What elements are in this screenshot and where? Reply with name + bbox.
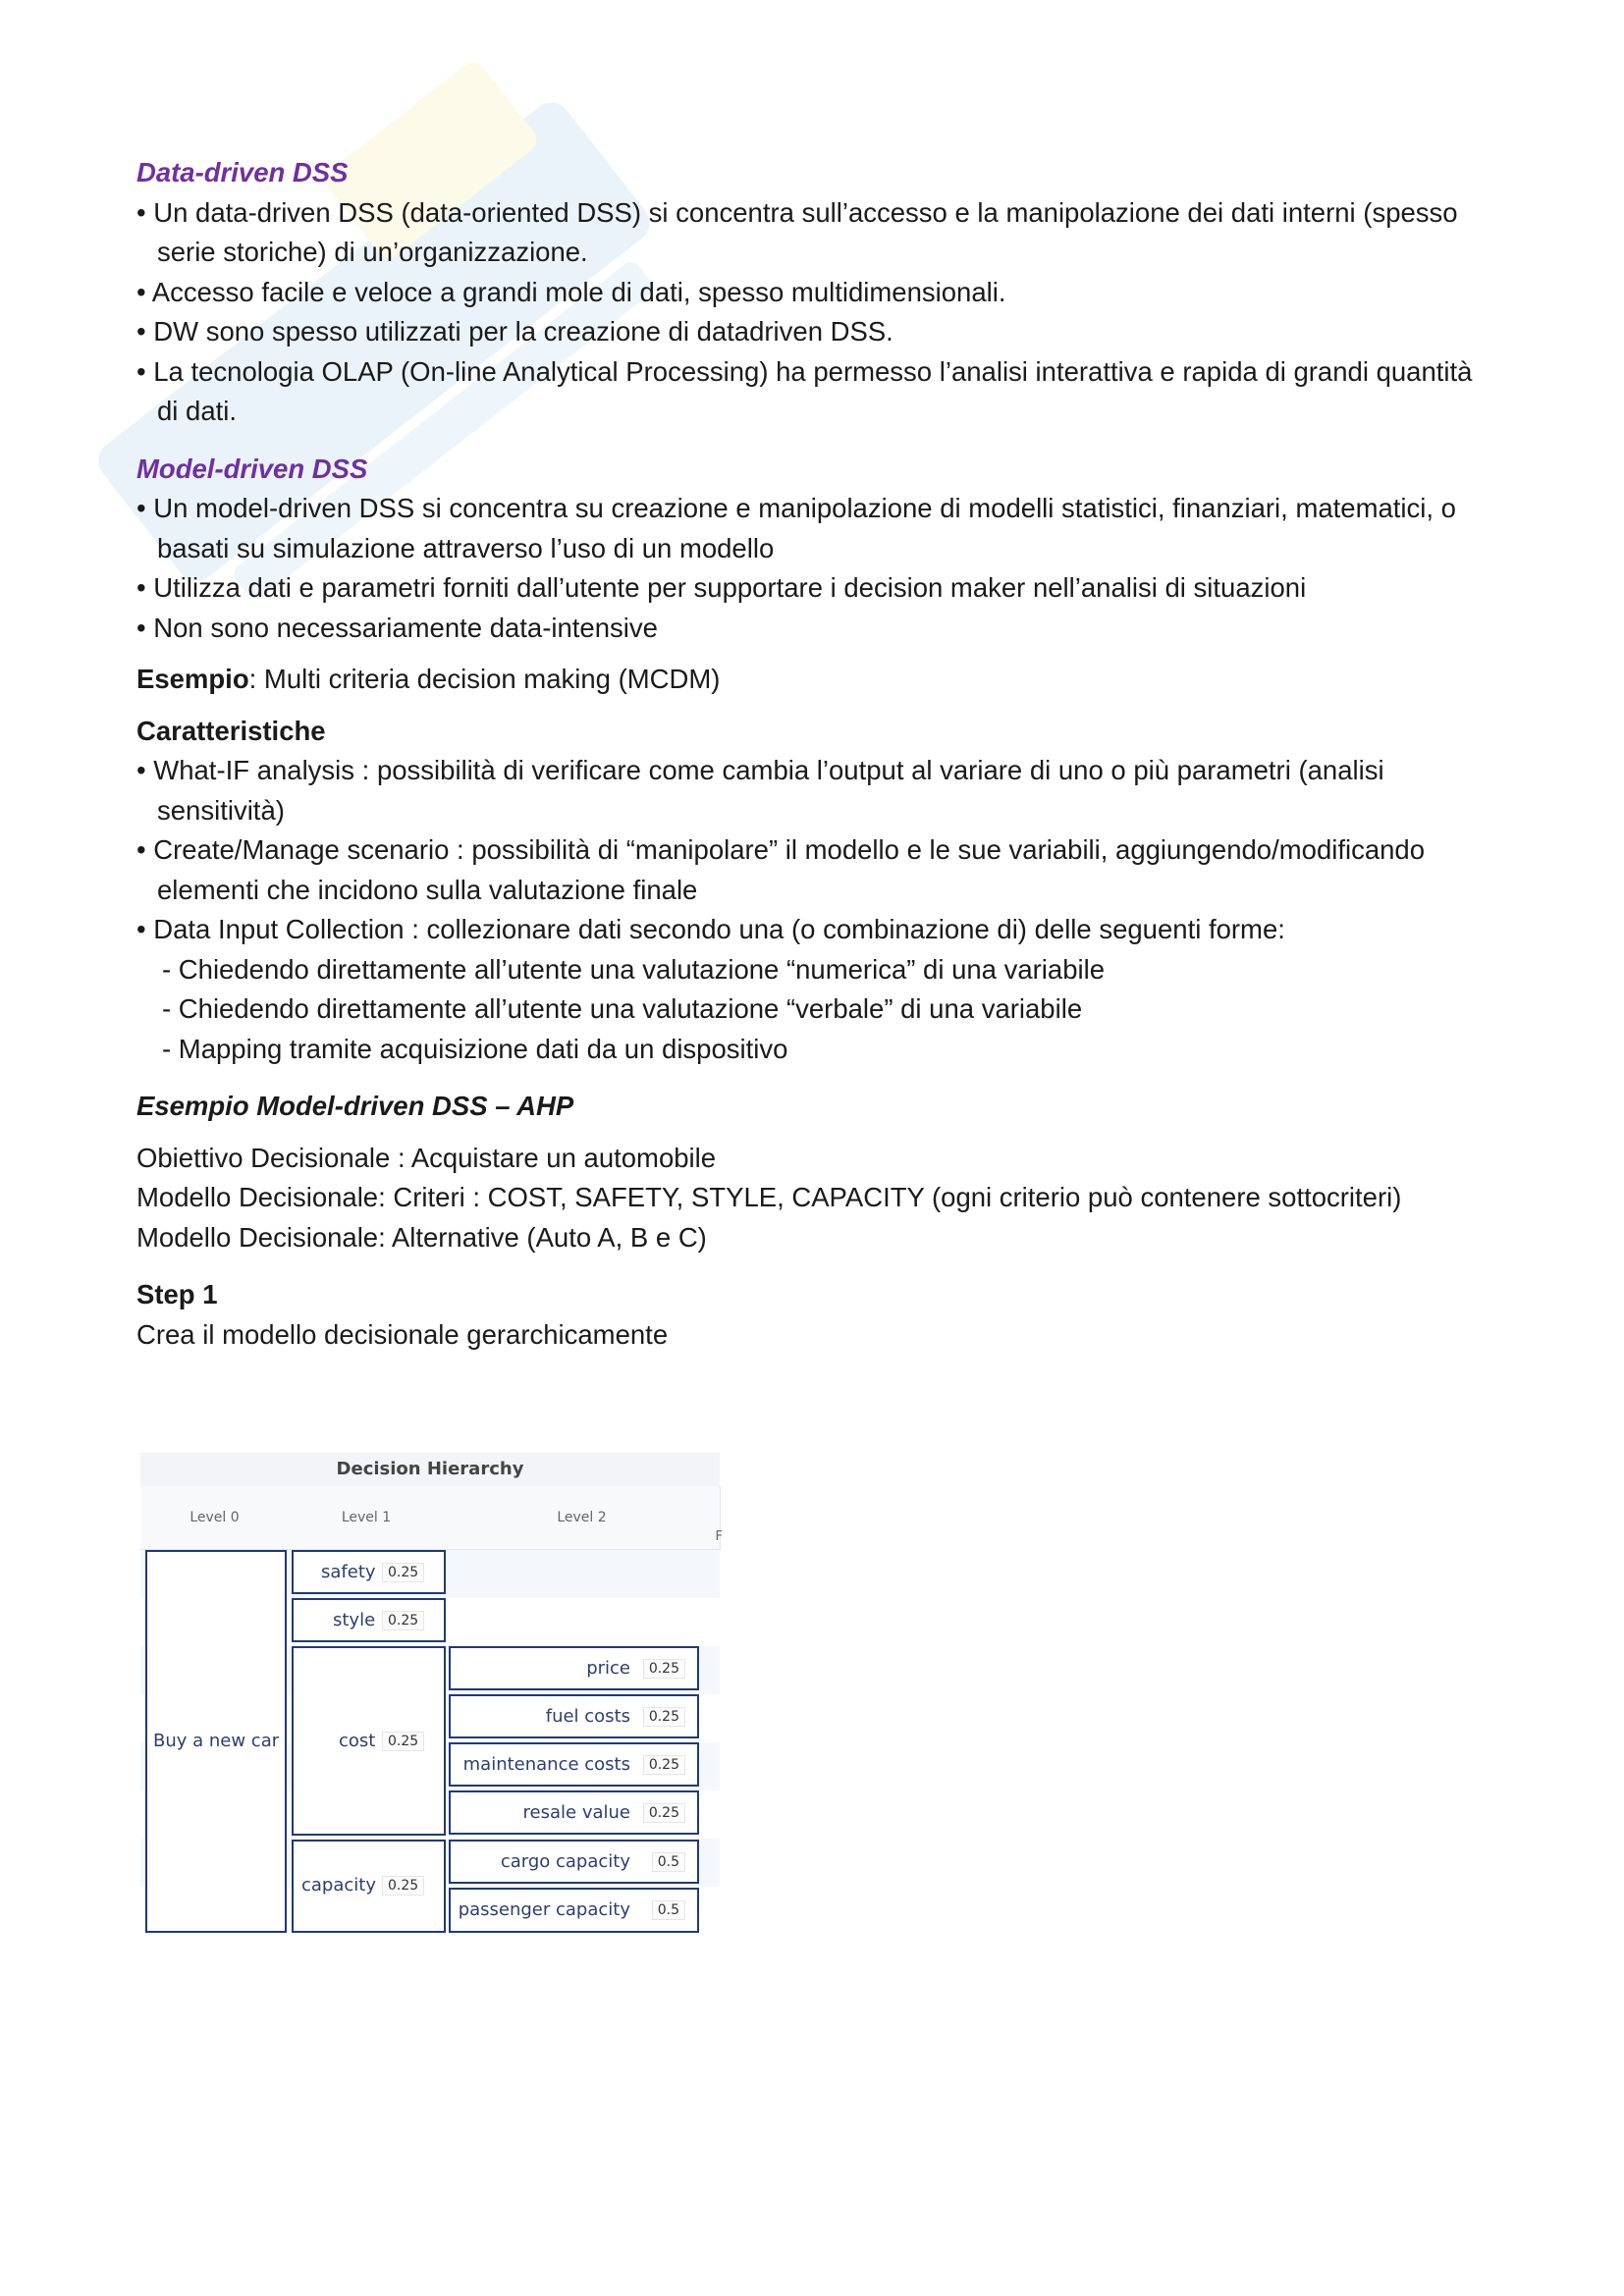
bullet-line: • La tecnologia OLAP (On-line Analytical Processing) ha permesso l’analisi interattiva e rapida di grandi quantità [136,355,1473,387]
section-title-model-driven: Model-driven DSS [136,453,368,484]
subcriterion-weight: 0.25 [643,1707,685,1727]
subcriterion-weight: 0.5 [652,1852,685,1872]
feature-subitem: - Chiedendo direttamente all’utente una valutazione “verbale” di una variabile [162,993,1083,1024]
bullet-line-continuation: di dati. [157,396,238,426]
ahp-line: Modello Decisionale: Criteri : COST, SAFETY, STYLE, CAPACITY (ogni criterio può contenere sottocriteri) [136,1182,1402,1212]
subcriterion-label: passenger capacity [458,1899,630,1920]
subcriterion-label: maintenance costs [462,1754,630,1775]
criterion-weight: 0.25 [382,1732,424,1751]
goal-label: Buy a new car [153,1731,280,1751]
feature-line: • Data Input Collection : collezionare dati secondo una (o combinazione di) delle seguenti forme: [136,914,1285,944]
column-header-level-2: Level 2 [444,1486,721,1550]
bullet-line-continuation: basati su simulazione attraverso l’uso di un modello [157,532,775,563]
subcriterion-label: fuel costs [545,1706,630,1727]
criterion-node-style[interactable] [292,1598,446,1642]
bullet-line: • Un model-driven DSS si concentra su creazione e manipolazione di modelli statistici, finanziari, matematici, o [136,493,1456,523]
criterion-node-safety[interactable] [292,1550,446,1594]
example-text: : Multi criteria decision making (MCDM) [248,664,721,694]
column-header-level-1: Level 1 [289,1486,445,1550]
section-title-features: Caratteristiche [136,715,326,746]
subcriterion-label: price [586,1658,630,1679]
column-header-level-0: Level 0 [140,1486,290,1550]
feature-line: • Create/Manage scenario : possibilità di “manipolare” il modello e le sue variabili, aggiungendo/modificando [136,834,1426,865]
bullet-line: • Accesso facile e veloce a grandi mole di dati, spesso multidimensionali. [136,276,1006,307]
subcriterion-weight: 0.25 [643,1803,685,1823]
feature-line-continuation: elementi che incidono sulla valutazione finale [157,874,698,905]
criterion-weight: 0.25 [382,1876,424,1896]
criterion-label: safety [321,1562,376,1582]
bullet-line-continuation: serie storiche) di un’organizzazione. [157,237,588,267]
feature-line-continuation: sensitività) [157,794,285,826]
subcriterion-weight: 0.5 [652,1900,685,1920]
criterion-weight: 0.25 [382,1563,424,1582]
ahp-line: Obiettivo Decisionale : Acquistare un automobile [136,1142,717,1173]
subcriterion-node-price[interactable] [449,1646,699,1690]
subcriterion-node-fuel-costs[interactable] [449,1694,699,1738]
subcriterion-node-resale-value[interactable] [449,1790,699,1835]
goal-node[interactable] [145,1550,287,1933]
feature-line: • What-IF analysis : possibilità di verificare come cambia l’output al variare di uno o più parametri (analisi [136,755,1384,785]
criterion-label: cost [339,1731,376,1751]
hierarchy-title: Decision Hierarchy [140,1453,720,1487]
bullet-line: • Utilizza dati e parametri forniti dall’utente per supportare i decision maker nell’analisi di situazioni [136,572,1307,603]
ahp-line: Modello Decisionale: Alternative (Auto A, B e C) [136,1221,707,1253]
example-label: Esempio [136,664,249,694]
subcriterion-node-passenger-capacity[interactable] [449,1888,699,1933]
section-title-data-driven: Data-driven DSS [136,157,349,187]
feature-subitem: - Chiedendo direttamente all’utente una valutazione “numerica” di una variabile [162,953,1106,985]
feature-subitem: - Mapping tramite acquisizione dati da un dispositivo [162,1033,788,1064]
criterion-weight: 0.25 [382,1611,424,1630]
decision-hierarchy-figure [140,1453,723,1958]
subcriterion-weight: 0.25 [643,1755,685,1775]
document-body [136,153,1511,1355]
criterion-node-cost[interactable] [292,1646,446,1836]
clipped-column-label: F [715,1529,723,1544]
bullet-line: • DW sono spesso utilizzati per la creazione di datadriven DSS. [136,316,893,347]
bullet-line: • Un data-driven DSS (data-oriented DSS) si concentra sull’accesso e la manipolazione dei dati interni (spesso [136,196,1458,228]
step1-text: Crea il modello decisionale gerarchicamente [136,1318,669,1350]
bullet-line: • Non sono necessariamente data-intensive [136,612,658,643]
subcriterion-node-maintenance-costs[interactable] [449,1742,699,1787]
criterion-node-capacity[interactable] [292,1840,446,1933]
subcriterion-node-cargo-capacity[interactable] [449,1840,699,1884]
criterion-label: capacity [301,1875,376,1896]
subcriterion-label: resale value [522,1802,630,1823]
subcriterion-label: cargo capacity [500,1851,630,1872]
criterion-label: style [333,1610,376,1630]
section-title-ahp: Esempio Model-driven DSS – AHP [136,1091,574,1121]
example-line [136,660,1511,700]
section-title-step1: Step 1 [136,1279,218,1309]
subcriterion-weight: 0.25 [643,1659,685,1679]
